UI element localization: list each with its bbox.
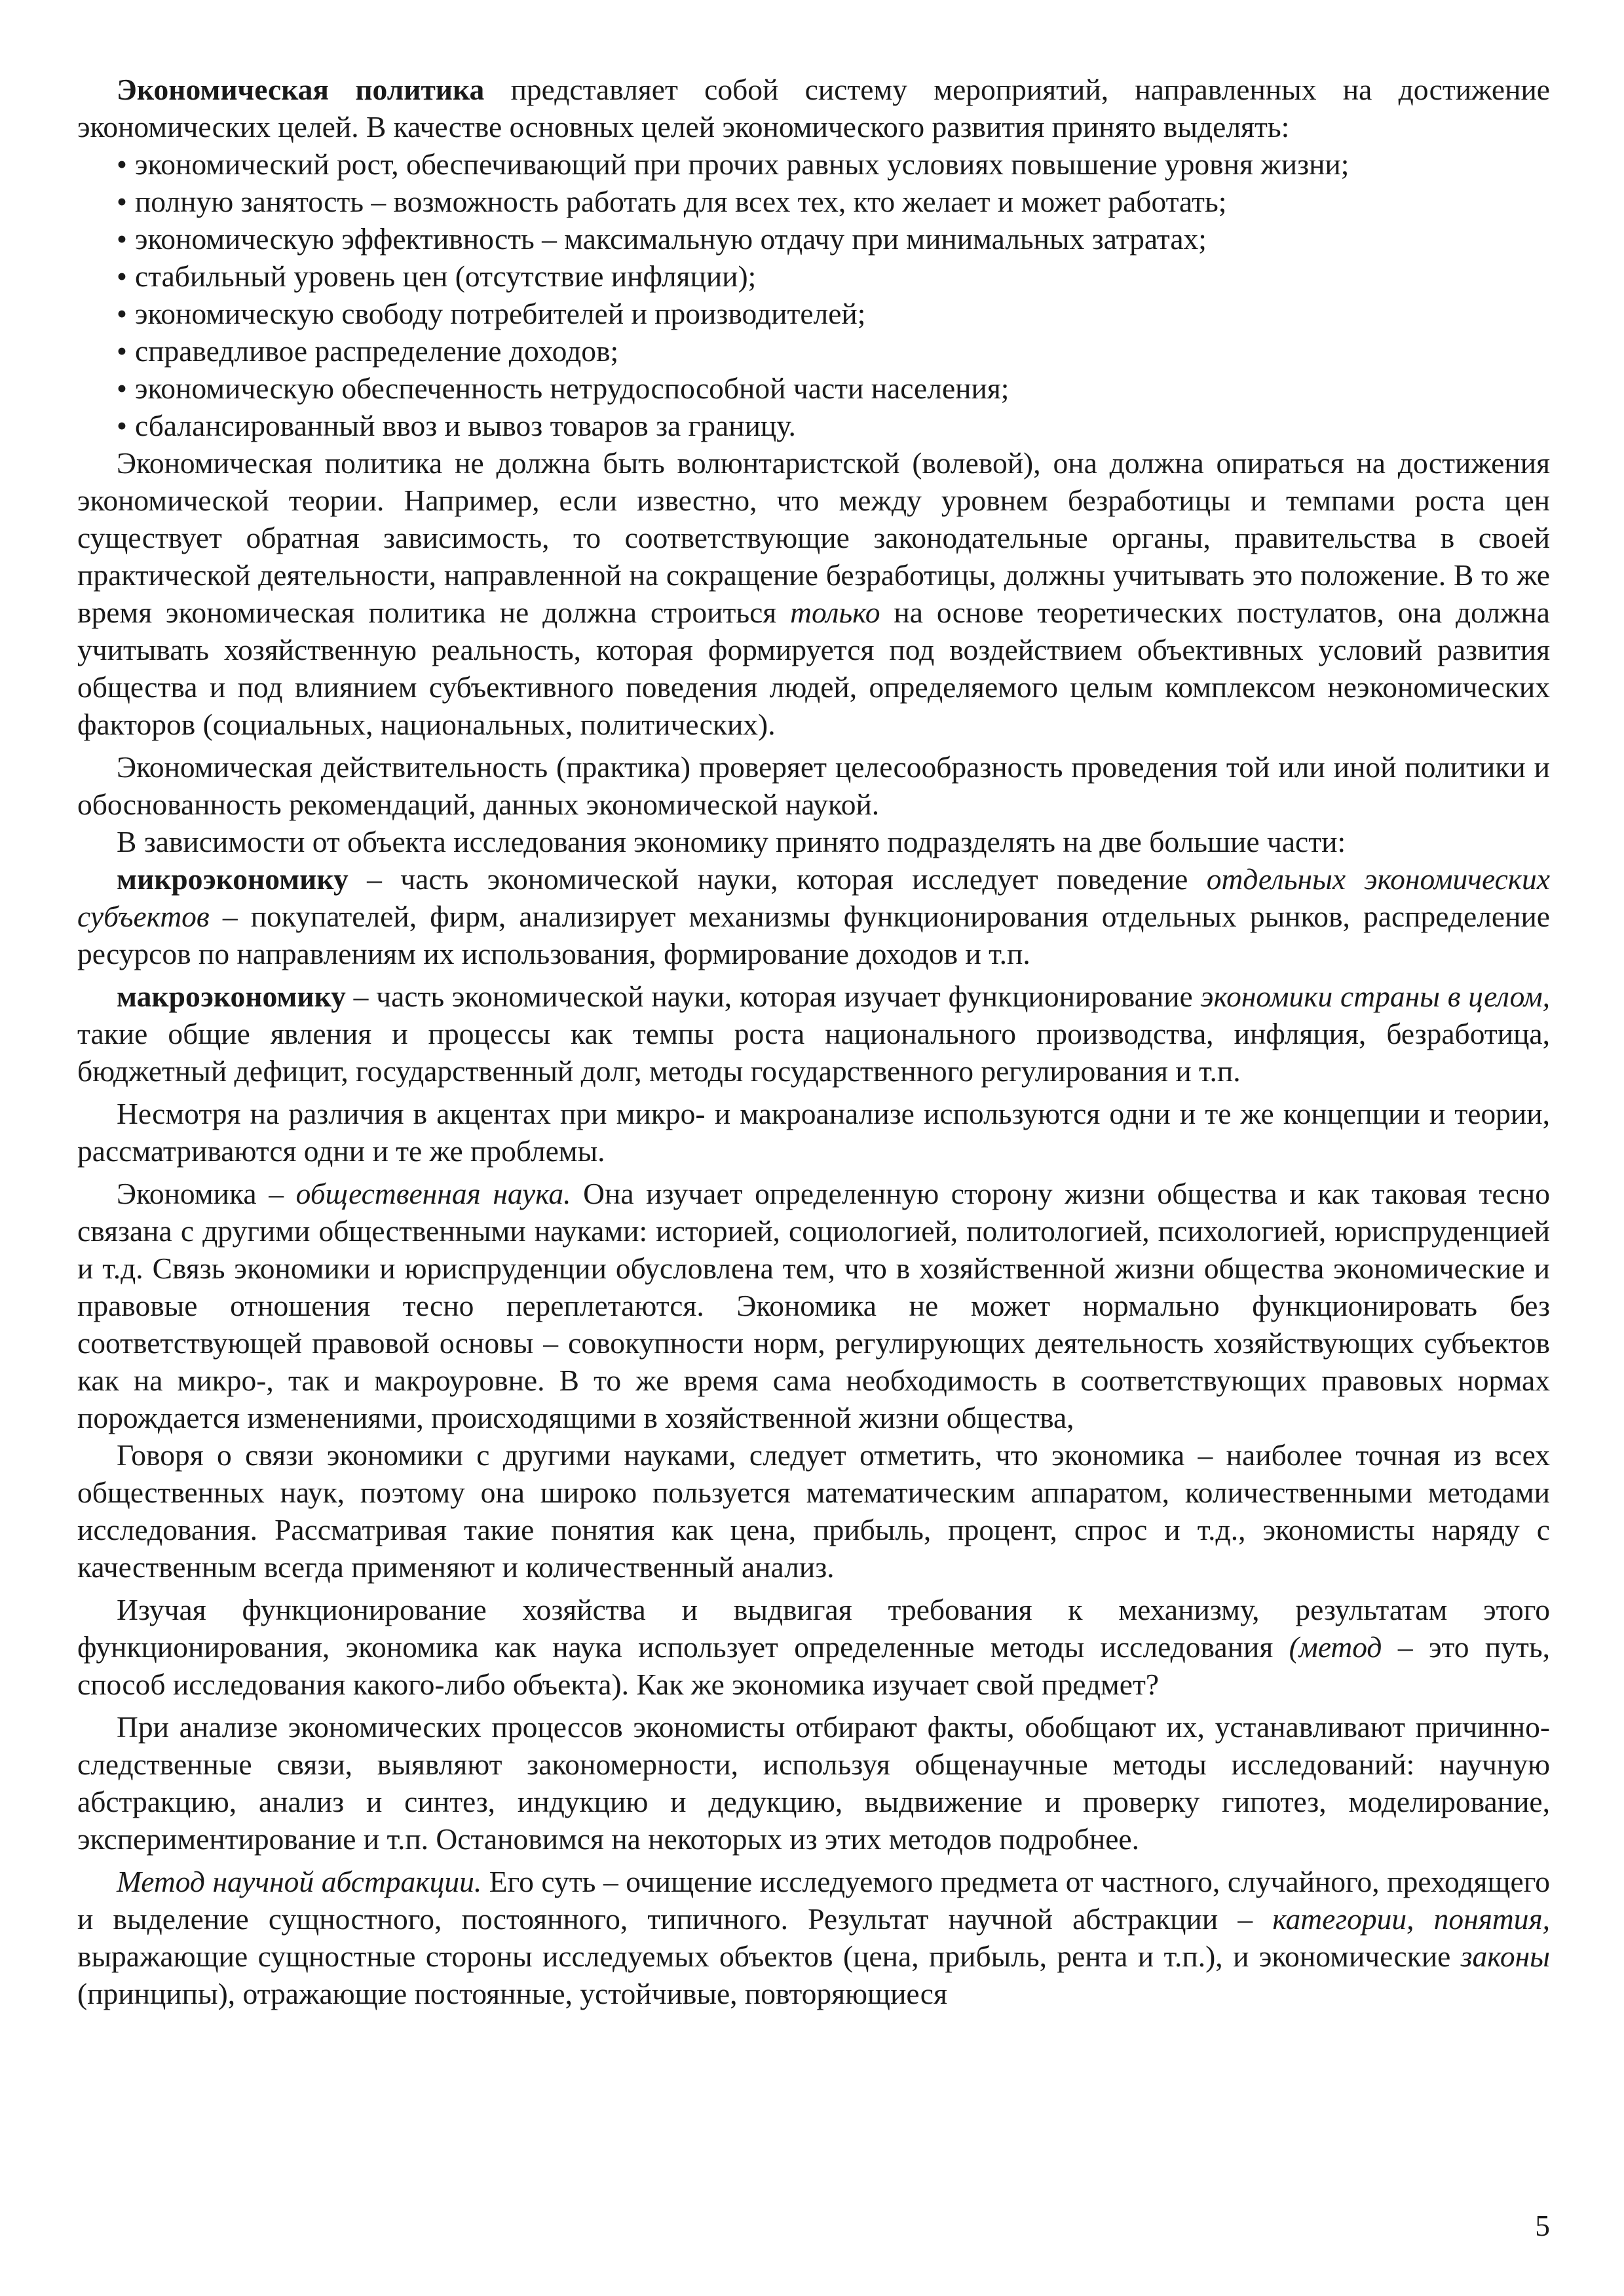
bullet-icon: • — [117, 222, 127, 256]
paragraph-macroeconomics — [77, 978, 1550, 1090]
term-macroeconomics: макроэкономику — [117, 980, 346, 1013]
list-item-text: справедливое распределение доходов; — [134, 334, 619, 368]
list-item-text: экономическую обеспеченность нетрудоспособной части населения; — [134, 372, 1010, 405]
bullet-icon: • — [117, 185, 127, 218]
paragraph-methods — [77, 1591, 1550, 1703]
emphasis-text: только — [790, 596, 880, 629]
list-item-text: экономическую эффективность – максимальную отдачу при минимальных затратах; — [134, 222, 1207, 256]
bullet-icon: • — [117, 334, 127, 368]
list-item — [117, 370, 1550, 407]
document-page — [77, 71, 1550, 2012]
paragraph-text: представляет собой систему мероприятий, направленных на достижение экономических целей. В качестве основных целей экономического развития принято выделять: — [77, 73, 1550, 144]
list-item — [117, 183, 1550, 220]
paragraph-abstraction — [77, 1863, 1550, 2012]
paragraph-two-parts: В зависимости от объекта исследования экономику принято подразделять на две большие части: — [117, 825, 1346, 858]
list-item — [117, 145, 1550, 183]
bullet-icon: • — [117, 372, 127, 405]
paragraph-text: Изучая функционирование хозяйства и выдвигая требования к механизму, результатам этого функционирования, экономика как наука использует определенные методы исследования — [77, 1593, 1550, 1664]
goals-list — [77, 145, 1550, 444]
list-item-text: стабильный уровень цен (отсутствие инфляции); — [134, 259, 757, 293]
list-item — [117, 407, 1550, 444]
list-item — [117, 258, 1550, 295]
bullet-icon: • — [117, 259, 127, 293]
list-item — [117, 332, 1550, 370]
bullet-icon: • — [117, 297, 127, 330]
emphasis-text: законы — [1460, 1940, 1550, 1973]
paragraph-practice: Экономическая действительность (практика) проверяет целесообразность проведения той или иной политики и обоснованность рекомендаций, данных экономической наукой. — [77, 750, 1550, 821]
paragraph-text: Экономика – — [117, 1177, 296, 1210]
emphasis-text: категории, понятия, — [1272, 1902, 1551, 1936]
list-item-text: экономическую свободу потребителей и производителей; — [134, 297, 866, 330]
term-microeconomics: микроэкономику — [117, 862, 349, 896]
list-item-text: полную занятость – возможность работать для всех тех, кто желает и может работать; — [134, 185, 1227, 218]
paragraph-social-science — [77, 1175, 1550, 1436]
page-number: 5 — [1535, 2209, 1550, 2242]
list-item-text: сбалансированный ввоз и вывоз товаров за границу. — [134, 409, 796, 442]
paragraph-exact-science: Говоря о связи экономики с другими науками, следует отметить, что экономика – наиболее точная из всех общественных наук, поэтому она широко пользуется математическим аппаратом, количественными методами исследования. Рассматривая такие понятия как цена, прибыль, процент, спрос и т.д., экономисты наряду с качественным всегда применяют и количественный анализ. — [77, 1438, 1550, 1584]
bullet-icon: • — [117, 409, 127, 442]
emphasis-text: отдельных экономических субъектов — [77, 862, 1550, 933]
paragraph-text: Его суть – очищение исследуемого предмета от частного, случайного, преходящего и выделение сущностного, постоянного, типичного. Результат научной абстракции – — [77, 1865, 1550, 1936]
paragraph-text: Экономическая политика не должна быть волюнтаристской (волевой), она должна опираться на достижения экономической теории. Например, если известно, что между уровнем безработицы и темпами роста цен существует обратная зависимость, то соответствующие законодательные органы, правительства в своей практической деятельности, направленной на сокращение безработицы, должны учитывать это положение. В то же время экономическая политика не должна строиться — [77, 446, 1550, 629]
paragraph-text: – покупателей, фирм, анализирует механизмы функционирования отдельных рынков, распределение ресурсов по направлениям их использования, формирование доходов и т.п. — [77, 900, 1550, 970]
term-economic-policy: Экономическая политика — [117, 73, 485, 106]
bullet-icon: • — [117, 147, 127, 181]
paragraph-text: – это путь, способ исследования какого-либо объекта). Как же экономика изучает свой предмет? — [77, 1630, 1550, 1701]
emphasis-text: экономики страны в целом, — [1200, 980, 1551, 1013]
paragraph-microeconomics — [77, 860, 1550, 972]
list-item — [117, 220, 1550, 258]
paragraph-text: такие общие явления и процессы как темпы роста национального производства, инфляция, безработица, бюджетный дефицит, государственный долг, методы государственного регулирования и т.п. — [77, 1017, 1550, 1088]
paragraph-micro-macro: Несмотря на различия в акцентах при микро- и макроанализе используются одни и те же концепции и теории, рассматриваются одни и те же проблемы. — [77, 1097, 1550, 1168]
paragraph-text: (принципы), отражающие постоянные, устойчивые, повторяющиеся — [77, 1977, 947, 2010]
emphasis-text: (метод — [1289, 1630, 1382, 1664]
paragraph-text: Она изучает определенную сторону жизни общества и как таковая тесно связана с другими общественными науками: историей, социологией, политологией, психологией, юриспруденцией и т.д. Связь экономики и юриспруденции обусловлена тем, что в хозяйственной жизни общества экономические и правовые отношения тесно переплетаются. Экономика не может нормально функционировать без соответствующей правовой основы – совокупности норм, регулирующих деятельность хозяйствующих субъектов как на микро-, так и макроуровне. В то же время сама необходимость в соответствующих правовых нормах порождается изменениями, происходящими в хозяйственной жизни общества, — [77, 1177, 1550, 1434]
paragraph-policy-theory — [77, 444, 1550, 743]
paragraph-text: выражающие сущностные стороны исследуемых объектов (цена, прибыль, рента и т.п.), и экономические — [77, 1940, 1461, 1973]
emphasis-text: общественная наука. — [295, 1177, 571, 1210]
paragraph-text: на основе теоретических постулатов, она должна учитывать хозяйственную реальность, которая формируется под воздействием объективных условий развития общества и под влиянием субъективного поведения людей, определяемого целым комплексом неэкономических факторов (социальных, национальных, политических). — [77, 596, 1550, 741]
list-item-text: экономический рост, обеспечивающий при прочих равных условиях повышение уровня жизни; — [134, 147, 1350, 181]
paragraph-text: – часть экономической науки, которая исследует поведение — [348, 862, 1207, 896]
paragraph-economic-policy — [77, 71, 1550, 145]
list-item — [117, 295, 1550, 332]
paragraph-analysis: При анализе экономических процессов экономисты отбирают факты, обобщают их, устанавливают причинно-следственные связи, выявляют закономерности, используя общенаучные методы исследований: научную абстракцию, анализ и синтез, индукцию и дедукцию, выдвижение и проверку гипотез, моделирование, экспериментирование и т.п. Остановимся на некоторых из этих методов подробнее. — [77, 1710, 1550, 1856]
paragraph-text: – часть экономической науки, которая изучает функционирование — [345, 980, 1201, 1013]
emphasis-text: Метод научной абстракции. — [117, 1865, 482, 1898]
